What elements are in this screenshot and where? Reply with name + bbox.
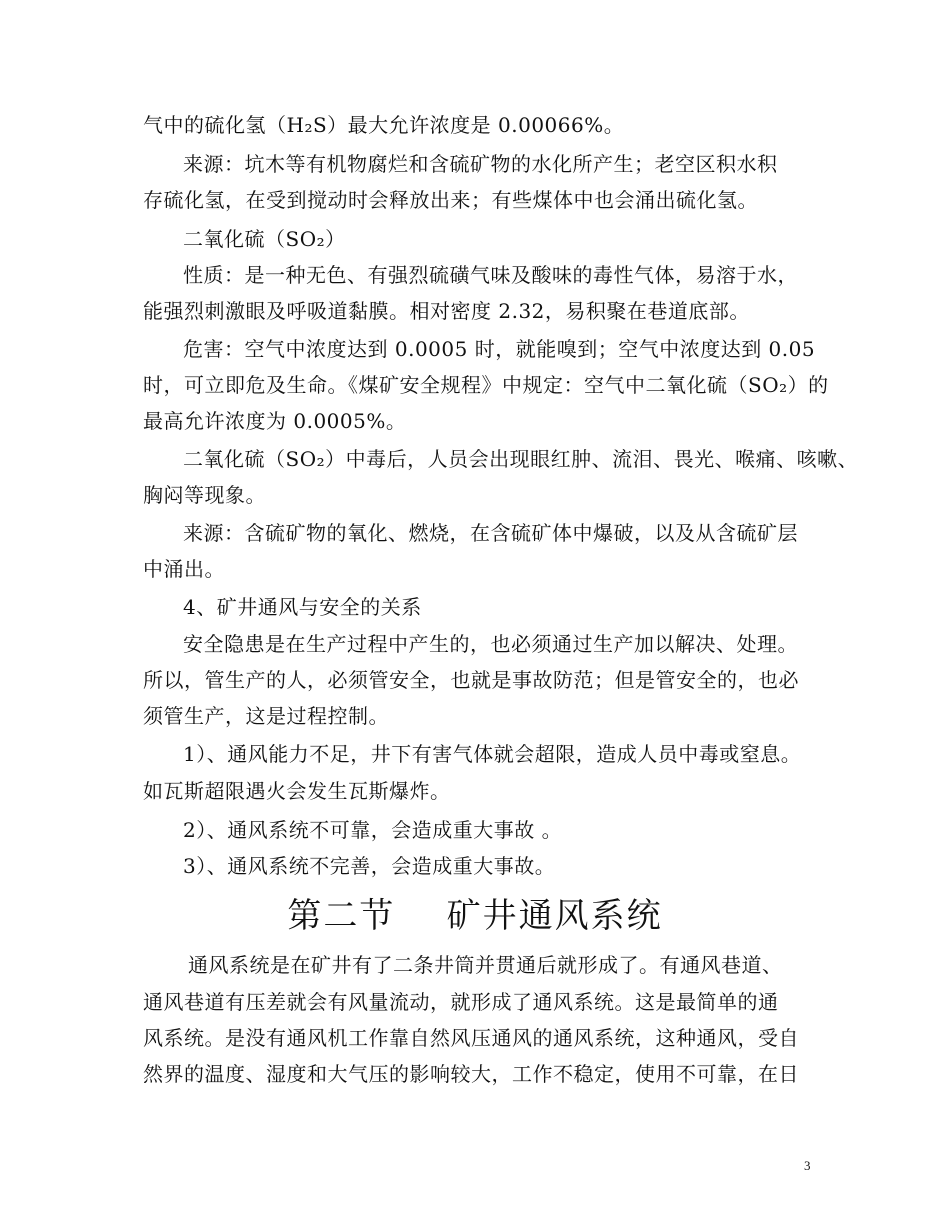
text-line: 来源：含硫矿物的氧化、燃烧，在含硫矿体中爆破，以及从含硫矿层 (183, 521, 798, 545)
text-line: 气中的硫化氢（H₂S）最大允许浓度是 0.00066%。 (143, 113, 625, 137)
page-number: 3 (804, 1158, 811, 1173)
text-line: 所以，管生产的人，必须管安全，也就是事故防范；但是管安全的，也必 (143, 668, 799, 692)
text-line: 性质：是一种无色、有强烈硫磺气味及酸味的毒性气体，易溶于水， (183, 263, 798, 287)
text-line: 安全隐患是在生产过程中产生的，也必须通过生产加以解决、处理。 (183, 632, 798, 656)
text-line: 能强烈刺激眼及呼吸道黏膜。相对密度 2.32，易积聚在巷道底部。 (143, 299, 750, 323)
text-line: 然界的温度、湿度和大气压的影响较大，工作不稳定，使用不可靠，在日 (143, 1062, 799, 1086)
text-line: 中涌出。 (143, 557, 225, 581)
section-title: 第二节 矿井通风系统 (287, 896, 663, 936)
text-line: 存硫化氢，在受到搅动时会释放出来；有些煤体中也会涌出硫化氢。 (143, 188, 758, 212)
text-line: 二氧化硫（SO₂）中毒后，人员会出现眼红肿、流泪、畏光、喉痛、咳嗽、 (183, 447, 859, 471)
text-line: 危害：空气中浓度达到 0.0005 时，就能嗅到；空气中浓度达到 0.05 (183, 337, 816, 361)
text-line: 时，可立即危及生命。《煤矿安全规程》中规定：空气中二氧化硫（SO₂）的 (143, 373, 829, 397)
text-line: 4、矿井通风与安全的关系 (183, 595, 422, 619)
text-line: 通风巷道有压差就会有风量流动，就形成了通风系统。这是最简单的通 (143, 990, 779, 1014)
text-line: 须管生产，这是过程控制。 (143, 704, 389, 728)
text-line: 2）、通风系统不可靠，会造成重大事故 。 (183, 818, 563, 842)
text-line: 来源：坑木等有机物腐烂和含硫矿物的水化所产生；老空区积水积 (183, 152, 778, 176)
text-line: 如瓦斯超限遇火会发生瓦斯爆炸。 (143, 779, 451, 803)
text-line: 1）、通风能力不足，井下有害气体就会超限，造成人员中毒或窒息。 (183, 742, 802, 766)
text-line: 风系统。是没有通风机工作靠自然风压通风的通风系统，这种通风，受自 (143, 1026, 799, 1050)
text-line: 胸闷等现象。 (143, 483, 266, 507)
text-line: 最高允许浓度为 0.0005%。 (143, 409, 407, 433)
text-line: 通风系统是在矿井有了二条井筒并贯通后就形成了。有通风巷道、 (188, 953, 783, 977)
text-line: 3）、通风系统不完善，会造成重大事故。 (183, 854, 556, 878)
text-line: 二氧化硫（SO₂） (183, 227, 346, 251)
